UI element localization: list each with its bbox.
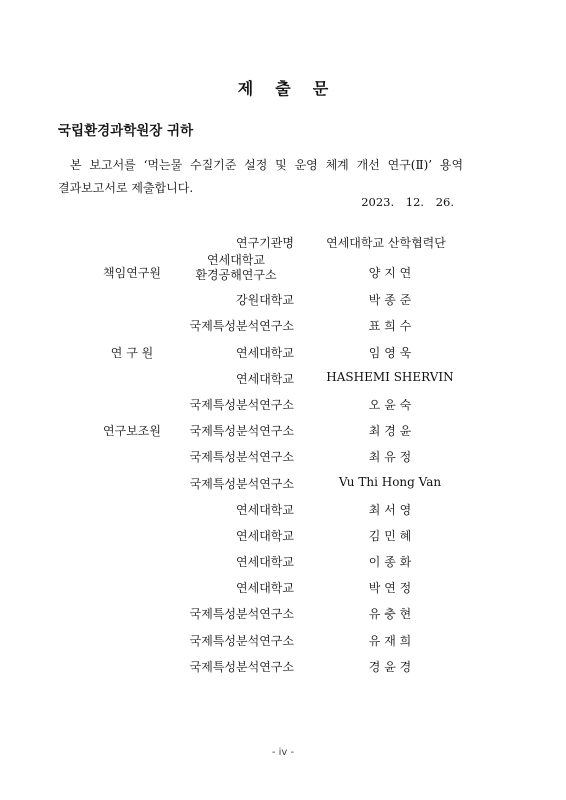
- researcher-row: [0, 338, 566, 364]
- researcher-row: [0, 416, 566, 442]
- researcher-name: 유 충 현: [368, 607, 412, 622]
- researcher-row: [0, 547, 566, 573]
- researcher-row: [0, 254, 566, 285]
- document-title: [0, 76, 566, 99]
- researcher-row: [0, 573, 566, 599]
- researcher-name: 박 연 정: [368, 581, 412, 596]
- researcher-name: 표 희 수: [368, 319, 412, 334]
- organization: 국제특성분석연구소: [189, 424, 294, 439]
- researcher-row: [0, 285, 566, 311]
- researcher-name: 최 서 영: [368, 502, 412, 517]
- organization: 국제특성분석연구소: [189, 397, 294, 412]
- researcher-name: 경 윤 경: [368, 659, 412, 674]
- researcher-row: [0, 311, 566, 337]
- page-number: - iv -: [271, 747, 295, 758]
- researcher-row: [0, 228, 566, 254]
- organization: 강원대학교: [236, 293, 294, 308]
- researcher-row: [0, 390, 566, 416]
- researcher-name: 양 지 연: [368, 266, 412, 281]
- submission-date: 2023. 12. 26.: [361, 195, 454, 209]
- researcher-row: [0, 599, 566, 625]
- researcher-name: HASHEMI SHERVIN: [326, 369, 454, 384]
- title-char: 문: [312, 79, 329, 98]
- organization: 연세대학교: [236, 555, 294, 570]
- role-label: 책임연구원: [103, 266, 161, 281]
- title-char: 출: [275, 79, 291, 98]
- organization: 연세대학교 환경공해연구소: [195, 253, 277, 283]
- organization: 연세대학교: [236, 581, 294, 596]
- researcher-row: [0, 495, 566, 521]
- title-char: 제: [237, 79, 254, 98]
- researcher-row: [0, 626, 566, 652]
- organization: 연세대학교: [236, 528, 294, 543]
- researcher-name: 최 경 윤: [368, 424, 412, 439]
- researcher-name: Vu Thi Hong Van: [338, 474, 442, 489]
- researcher-row: [0, 364, 566, 390]
- organization: 연세대학교: [236, 502, 294, 517]
- researcher-row: [0, 469, 566, 495]
- organization: 연세대학교: [236, 371, 294, 386]
- organization: 국제특성분석연구소: [189, 450, 294, 465]
- addressee: 국립환경과학원장 귀하: [58, 123, 194, 139]
- researcher-name: 이 종 화: [368, 555, 412, 570]
- researcher-name: 오 윤 숙: [368, 397, 412, 412]
- role-label: 연구보조원: [103, 424, 161, 439]
- organization: 국제특성분석연구소: [189, 607, 294, 622]
- researcher-name: 임 영 욱: [368, 345, 412, 360]
- submission-text-line: 결과보고서로 제출합니다.: [58, 181, 194, 195]
- researcher-name: 최 유 정: [368, 450, 412, 465]
- organization: 연세대학교: [236, 345, 294, 360]
- organization: 국제특성분석연구소: [189, 659, 294, 674]
- researcher-row: [0, 652, 566, 678]
- researcher-name: 박 종 준: [368, 293, 412, 308]
- organization: 국제특성분석연구소: [189, 633, 294, 648]
- researcher-list: [0, 228, 566, 678]
- researcher-name: 연세대학교 산학협력단: [326, 236, 446, 250]
- researcher-name: 유 재 희: [368, 633, 412, 648]
- organization: 국제특성분석연구소: [189, 476, 294, 491]
- researcher-row: [0, 442, 566, 468]
- organization: 국제특성분석연구소: [189, 319, 294, 334]
- role-label: 연 구 원: [110, 345, 154, 360]
- researcher-row: [0, 521, 566, 547]
- submission-text: [58, 154, 510, 200]
- researcher-name: 김 민 혜: [368, 528, 412, 543]
- submission-text-line: 본 보고서를 ‘먹는물 수질기준 설정 및 운영 체계 개선 연구(Ⅱ)’ 용역: [70, 158, 464, 172]
- organization: 연구기관명: [236, 236, 294, 250]
